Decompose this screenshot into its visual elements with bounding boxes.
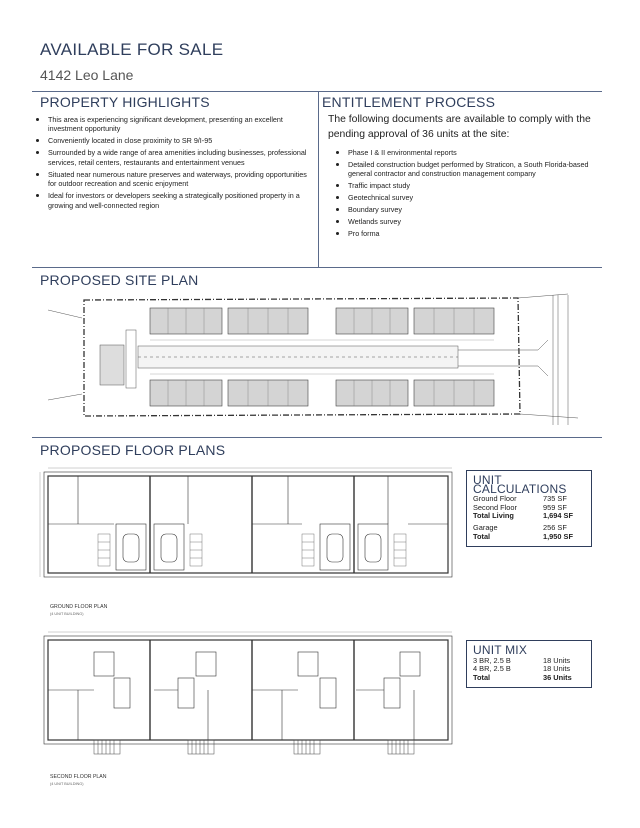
ground-floor-plan-drawing — [38, 464, 458, 589]
second-floor-caption-sub: (4 UNIT BUILDING) — [50, 782, 84, 786]
unit-mix-heading: UNIT MIX — [473, 643, 528, 657]
ground-floor-caption — [50, 604, 107, 616]
site-plan-heading: PROPOSED SITE PLAN — [40, 272, 199, 288]
second-floor-caption-text: SECOND FLOOR PLAN — [50, 774, 107, 780]
ground-floor-caption-sub: (4 UNIT BUILDING) — [50, 612, 84, 616]
calc-label: Total — [473, 531, 491, 541]
calc-label: Total Living — [473, 511, 514, 521]
calc-label: Second Floor — [473, 502, 517, 512]
ground-floor-caption-text: GROUND FLOOR PLAN — [50, 604, 108, 610]
column-divider — [318, 91, 319, 267]
calc-value: 959 SF — [543, 502, 567, 512]
calc-row — [473, 533, 585, 542]
entitlement-item: Phase I & II environmental reports — [334, 148, 596, 157]
highlight-item: Situated near numerous nature preserves and waterways, providing opportunities for outdoor recreation and scenic enjoyment — [34, 170, 310, 189]
calc-value: 1,694 SF — [543, 511, 573, 521]
unit-mix-box — [466, 640, 592, 688]
calc-value: 18 Units — [543, 664, 571, 674]
property-address: 4142 Leo Lane — [40, 67, 134, 83]
site-plan-drawing — [38, 290, 603, 432]
entitlement-item: Pro forma — [334, 229, 596, 238]
second-floor-caption — [50, 774, 107, 786]
calc-label: 4 BR, 2.5 B — [473, 664, 511, 674]
page-title: AVAILABLE FOR SALE — [40, 40, 224, 59]
calc-value: 735 SF — [543, 494, 567, 504]
calc-value: 1,950 SF — [543, 531, 573, 541]
entitlement-item: Geotechnical survey — [334, 193, 596, 202]
highlights-list — [34, 115, 310, 213]
highlight-item: Conveniently located in close proximity to SR 9/I-95 — [34, 136, 310, 145]
calc-label: Total — [473, 672, 491, 682]
calc-value: 256 SF — [543, 522, 567, 532]
divider-mid — [32, 267, 602, 268]
highlights-heading: PROPERTY HIGHLIGHTS — [40, 94, 210, 110]
entitlement-item: Traffic impact study — [334, 181, 596, 190]
unit-calculations-rows — [473, 495, 585, 541]
entitlement-item: Detailed construction budget performed by Straticon, a South Florida-based general contractor and construction management company — [334, 160, 596, 179]
entitlement-heading: ENTITLEMENT PROCESS — [322, 94, 496, 110]
calc-value: 18 Units — [543, 655, 571, 665]
calc-label: Ground Floor — [473, 494, 517, 504]
divider-top — [32, 91, 602, 92]
second-floor-plan-drawing — [38, 630, 458, 770]
unit-calculations-heading: UNIT CALCULATIONS — [473, 473, 567, 496]
calc-row — [473, 674, 585, 683]
unit-calculations-box — [466, 470, 592, 547]
entitlement-item: Boundary survey — [334, 205, 596, 214]
divider-lower — [32, 437, 602, 438]
highlight-item: This area is experiencing significant development, presenting an excellent investment opportunity — [34, 115, 310, 134]
entitlement-item: Wetlands survey — [334, 217, 596, 226]
highlight-item: Surrounded by a wide range of area amenities including businesses, professional services, retail centers, restaurants and entertainment venues — [34, 148, 310, 167]
calc-label: 3 BR, 2.5 B — [473, 655, 511, 665]
unit-mix-rows — [473, 657, 585, 683]
calc-row — [473, 512, 585, 521]
highlight-item: Ideal for investors or developers seeking a strategically positioned property in a growing and well-connected region — [34, 191, 310, 210]
calc-value: 36 Units — [543, 672, 572, 682]
entitlement-list — [334, 148, 596, 241]
calc-label: Garage — [473, 522, 498, 532]
entitlement-intro: The following documents are available to comply with the pending approval of 36 units at the site: — [328, 114, 591, 140]
floor-plans-heading: PROPOSED FLOOR PLANS — [40, 442, 226, 458]
